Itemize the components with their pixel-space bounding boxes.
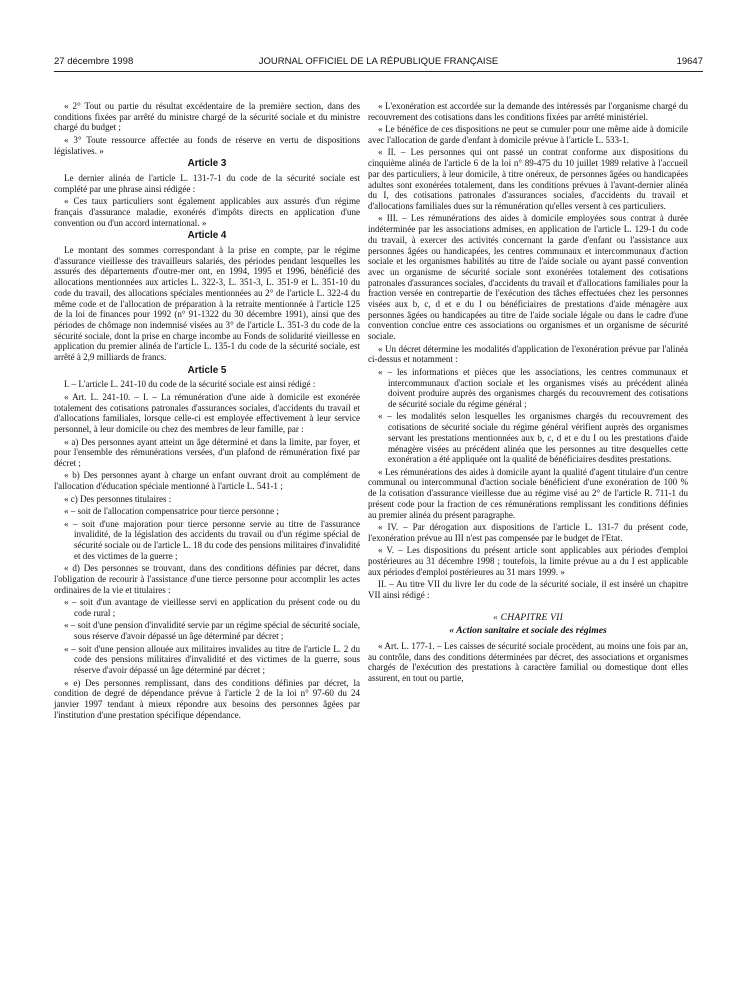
paragraph: « – les modalités selon lesquelles les organismes chargés du recouvrement des cotisations de sécurité sociale du régime général vérifient auprès des organismes servant les prestations mentionnées aux b, c, d et e du I ou les prestations d'aide ménagère visées au précédent alinéa que les personnes au titre desquelles cette exonération a été appliquée ont la qualité de bénéficiaires desdites prestations. xyxy=(378,411,688,465)
section-title: « Action sanitaire et sociale des régimes xyxy=(449,625,607,637)
chapter-heading: « CHAPITRE VII xyxy=(493,611,563,623)
paragraph: « – soit d'une pension allouée aux militaires invalides au titre de l'article L. 2 du code des pensions militaires d'invalidité et des victimes de la guerre, sous réserve d'avoir dépassé un âge déterminé par décret ; xyxy=(64,643,360,676)
paragraph: « Un décret détermine les modalités d'application de l'exonération prévue par l'alinéa ci-dessus et notamment : xyxy=(368,343,688,365)
header-date: 27 décembre 1998 xyxy=(54,56,134,67)
paragraph: II. – Au titre VII du livre Ier du code de la sécurité sociale, il est inséré un chapitre VII ainsi rédigé : xyxy=(368,579,688,600)
left-column xyxy=(54,101,360,722)
paragraph: « b) Des personnes ayant à charge un enfant ouvrant droit au complément de l'allocation d'éducation spéciale mentionné à l'article L. 541-1 ; xyxy=(54,470,360,492)
paragraph: I. – L'article L. 241-10 du code de la sécurité sociale est ainsi rédigé : xyxy=(64,379,316,390)
paragraph: Le montant des sommes correspondant à la prise en compte, par le régime d'assurance vieillesse des travailleurs salariés, des périodes pendant lesquelles les assurés des départements d'outre-mer ont, en 1994, 1995 et 1996, bénéficié des allocations mentionnées aux articles L. 322-3, L. 351-3, L. 351-9 et L. 351-10 du code du travail, des allocations spéciales mentionnées au 2° de l'article L. 322-4 du même code et de l'allocation de préparation à la retraite mentionnée à l'article 125 de la loi de finances pour 1992 (n° 91-1322 du 30 décembre 1991), ainsi que des périodes de chômage non indemnisé visées au 3° de l'article L. 351-3 du code de la sécurité sociale, dont la prise en charge incombe au Fonds de solidarité vieillesse en application du premier alinéa de l'article L. 135-1 du code de la sécurité sociale, est arrêté à 2,9 milliards de francs. xyxy=(54,245,360,363)
paragraph: « – soit d'un avantage de vieillesse servi en application du présent code ou du code rural ; xyxy=(64,597,360,618)
paragraph: « II. – Les personnes qui ont passé un contrat conforme aux dispositions du cinquième alinéa de l'article 6 de la loi n° 89-475 du 10 juillet 1989 relative à l'accueil par des particuliers, à leur domicile, à titre onéreux, de personnes âgées ou handicapées adultes sont exonérées totalement, dans les conditions prévues à l'avant-dernier alinéa du I, des cotisations patronales d'assurances sociales, d'accidents du travail et d'allocations familiales dues sur la rémunération qu'elles versent à ces particuliers. xyxy=(368,147,688,211)
header-page-number: 19647 xyxy=(676,56,703,67)
right-column xyxy=(368,101,688,686)
paragraph: « III. – Les rémunérations des aides à domicile employées sous contrat à durée indéterminée par les associations admises, en application de l'article L. 129-1 du code du travail, à exercer des activités concernant la garde d'enfant ou l'assistance aux personnes âgées ou handicapées, les centres communaux et intercommunaux d'action sociale et les organismes habilités au titre de l'aide sociale ou ayant passé convention avec un organisme de sécurité sociale sont exonérées totalement des cotisations patronales d'assurances sociales, d'accidents du travail et d'allocations familiales pour la fraction versée en contrepartie de l'exécution des tâches effectuées chez les personnes visées aux b, c, d et e du I ou bénéficiaires de prestations d'aide ménagère aux personnes âgées ou handicapées au titre de l'aide sociale légale ou dans le cadre d'une convention conclue entre ces associations ou organismes et un organisme de sécurité sociale. xyxy=(368,213,688,342)
paragraph: « L'exonération est accordée sur la demande des intéressés par l'organisme chargé du recouvrement des cotisations dans les conditions fixées par arrêté ministériel. xyxy=(368,101,688,122)
header-rule xyxy=(54,71,703,72)
paragraph: « – soit d'une pension d'invalidité servie par un régime spécial de sécurité sociale, sous réserve d'avoir dépassé un âge déterminé par décret ; xyxy=(64,620,360,642)
article-heading: Article 4 xyxy=(187,230,227,242)
paragraph: « 3° Toute ressource affectée au fonds de réserve en vertu de dispositions législatives. » xyxy=(54,134,360,156)
paragraph: « IV. – Par dérogation aux dispositions de l'article L. 131-7 du présent code, l'exonération prévue au III n'est pas compensée par le budget de l'Etat. xyxy=(368,522,688,543)
paragraph: « Le bénéfice de ces dispositions ne peut se cumuler pour une même aide à domicile avec l'allocation de garde d'enfant à domicile prévue à l'article L. 533-1. xyxy=(368,124,688,145)
paragraph: « Ces taux particuliers sont également applicables aux assurés d'un régime français d'assurance maladie, exonérés d'impôts directs en application d'une convention ou d'un accord international. » xyxy=(54,196,360,228)
article-heading: Article 5 xyxy=(187,364,227,376)
paragraph: « Les rémunérations des aides à domicile ayant la qualité d'agent titulaire d'un centre communal ou intercommunal d'action sociale bénéficient d'une exonération de 100 % de la cotisation d'assurance vieillesse due au régime visé au 2° de l'article R. 711-1 du présent code pour la fraction de ces rémunérations remplissant les conditions définies au premier alinéa du présent paragraphe. xyxy=(368,466,688,520)
paragraph: « – soit d'une majoration pour tierce personne servie au titre de l'assurance invalidité, de la législation des accidents du travail ou d'un régime spécial de sécurité sociale ou de l'article L. 18 du code des pensions militaires d'invalidité et des victimes de la guerre ; xyxy=(64,518,360,561)
paragraph: « 2° Tout ou partie du résultat excédentaire de la première section, dans des conditions fixées par arrêté du ministre chargé de la sécurité sociale et du ministre chargé du budget ; xyxy=(54,101,360,133)
paragraph: « – les informations et pièces que les associations, les centres communaux et intercommunaux d'action sociale et les organismes visés au précédent alinéa doivent produire auprès des organismes chargés du recouvrement des cotisations de sécurité sociale du régime général ; xyxy=(378,366,688,409)
paragraph: « a) Des personnes ayant atteint un âge déterminé et dans la limite, par foyer, et pour l'ensemble des rémunérations versées, d'un plafond de rémunération fixé par décret ; xyxy=(54,436,360,468)
page-header xyxy=(54,56,703,70)
article-heading: Article 3 xyxy=(187,158,227,170)
paragraph: « Art. L. 177-1. – Les caisses de sécurité sociale procèdent, au moins une fois par an, au contrôle, dans des conditions déterminées par décret, des associations et organismes chargés de l'exécution des prestations à caractère familial ou domestique dont elles assurent, en tout ou partie, xyxy=(368,641,688,684)
paragraph: « e) Des personnes remplissant, dans des conditions définies par décret, la condition de degré de dépendance prévue à l'article 2 de la loi n° 97-60 du 24 janvier 1997 tendant à mieux répondre aux besoins des personnes âgées par l'institution d'une prestation spécifique dépendance. xyxy=(54,677,360,720)
paragraph: Le dernier alinéa de l'article L. 131-7-1 du code de la sécurité sociale est complété par une phrase ainsi rédigée : xyxy=(54,173,360,194)
paragraph: « – soit de l'allocation compensatrice pour tierce personne ; xyxy=(64,506,279,517)
paragraph: « d) Des personnes se trouvant, dans des conditions définies par décret, dans l'obligation de recourir à l'assistance d'une tierce personne pour accomplir les actes ordinaires de la vie et titulaires : xyxy=(54,563,360,595)
paragraph: « V. – Les dispositions du présent article sont applicables aux périodes d'emploi postérieures au 31 décembre 1998 ; toutefois, la limite prévue au a du I est applicable aux périodes d'emploi postérieures au 31 mars 1999. » xyxy=(368,545,688,577)
paragraph: « c) Des personnes titulaires : xyxy=(64,493,172,504)
header-journal-title: JOURNAL OFFICIEL DE LA RÉPUBLIQUE FRANÇAISE xyxy=(258,56,499,67)
paragraph: « Art. L. 241-10. – I. – La rémunération d'une aide à domicile est exonérée totalement des cotisations patronales d'assurances sociales, d'accidents du travail et d'allocations familiales, lorsque celle-ci est employée effectivement à leur service personnel, à leur domicile ou chez des membres de leur famille, par : xyxy=(54,391,360,435)
